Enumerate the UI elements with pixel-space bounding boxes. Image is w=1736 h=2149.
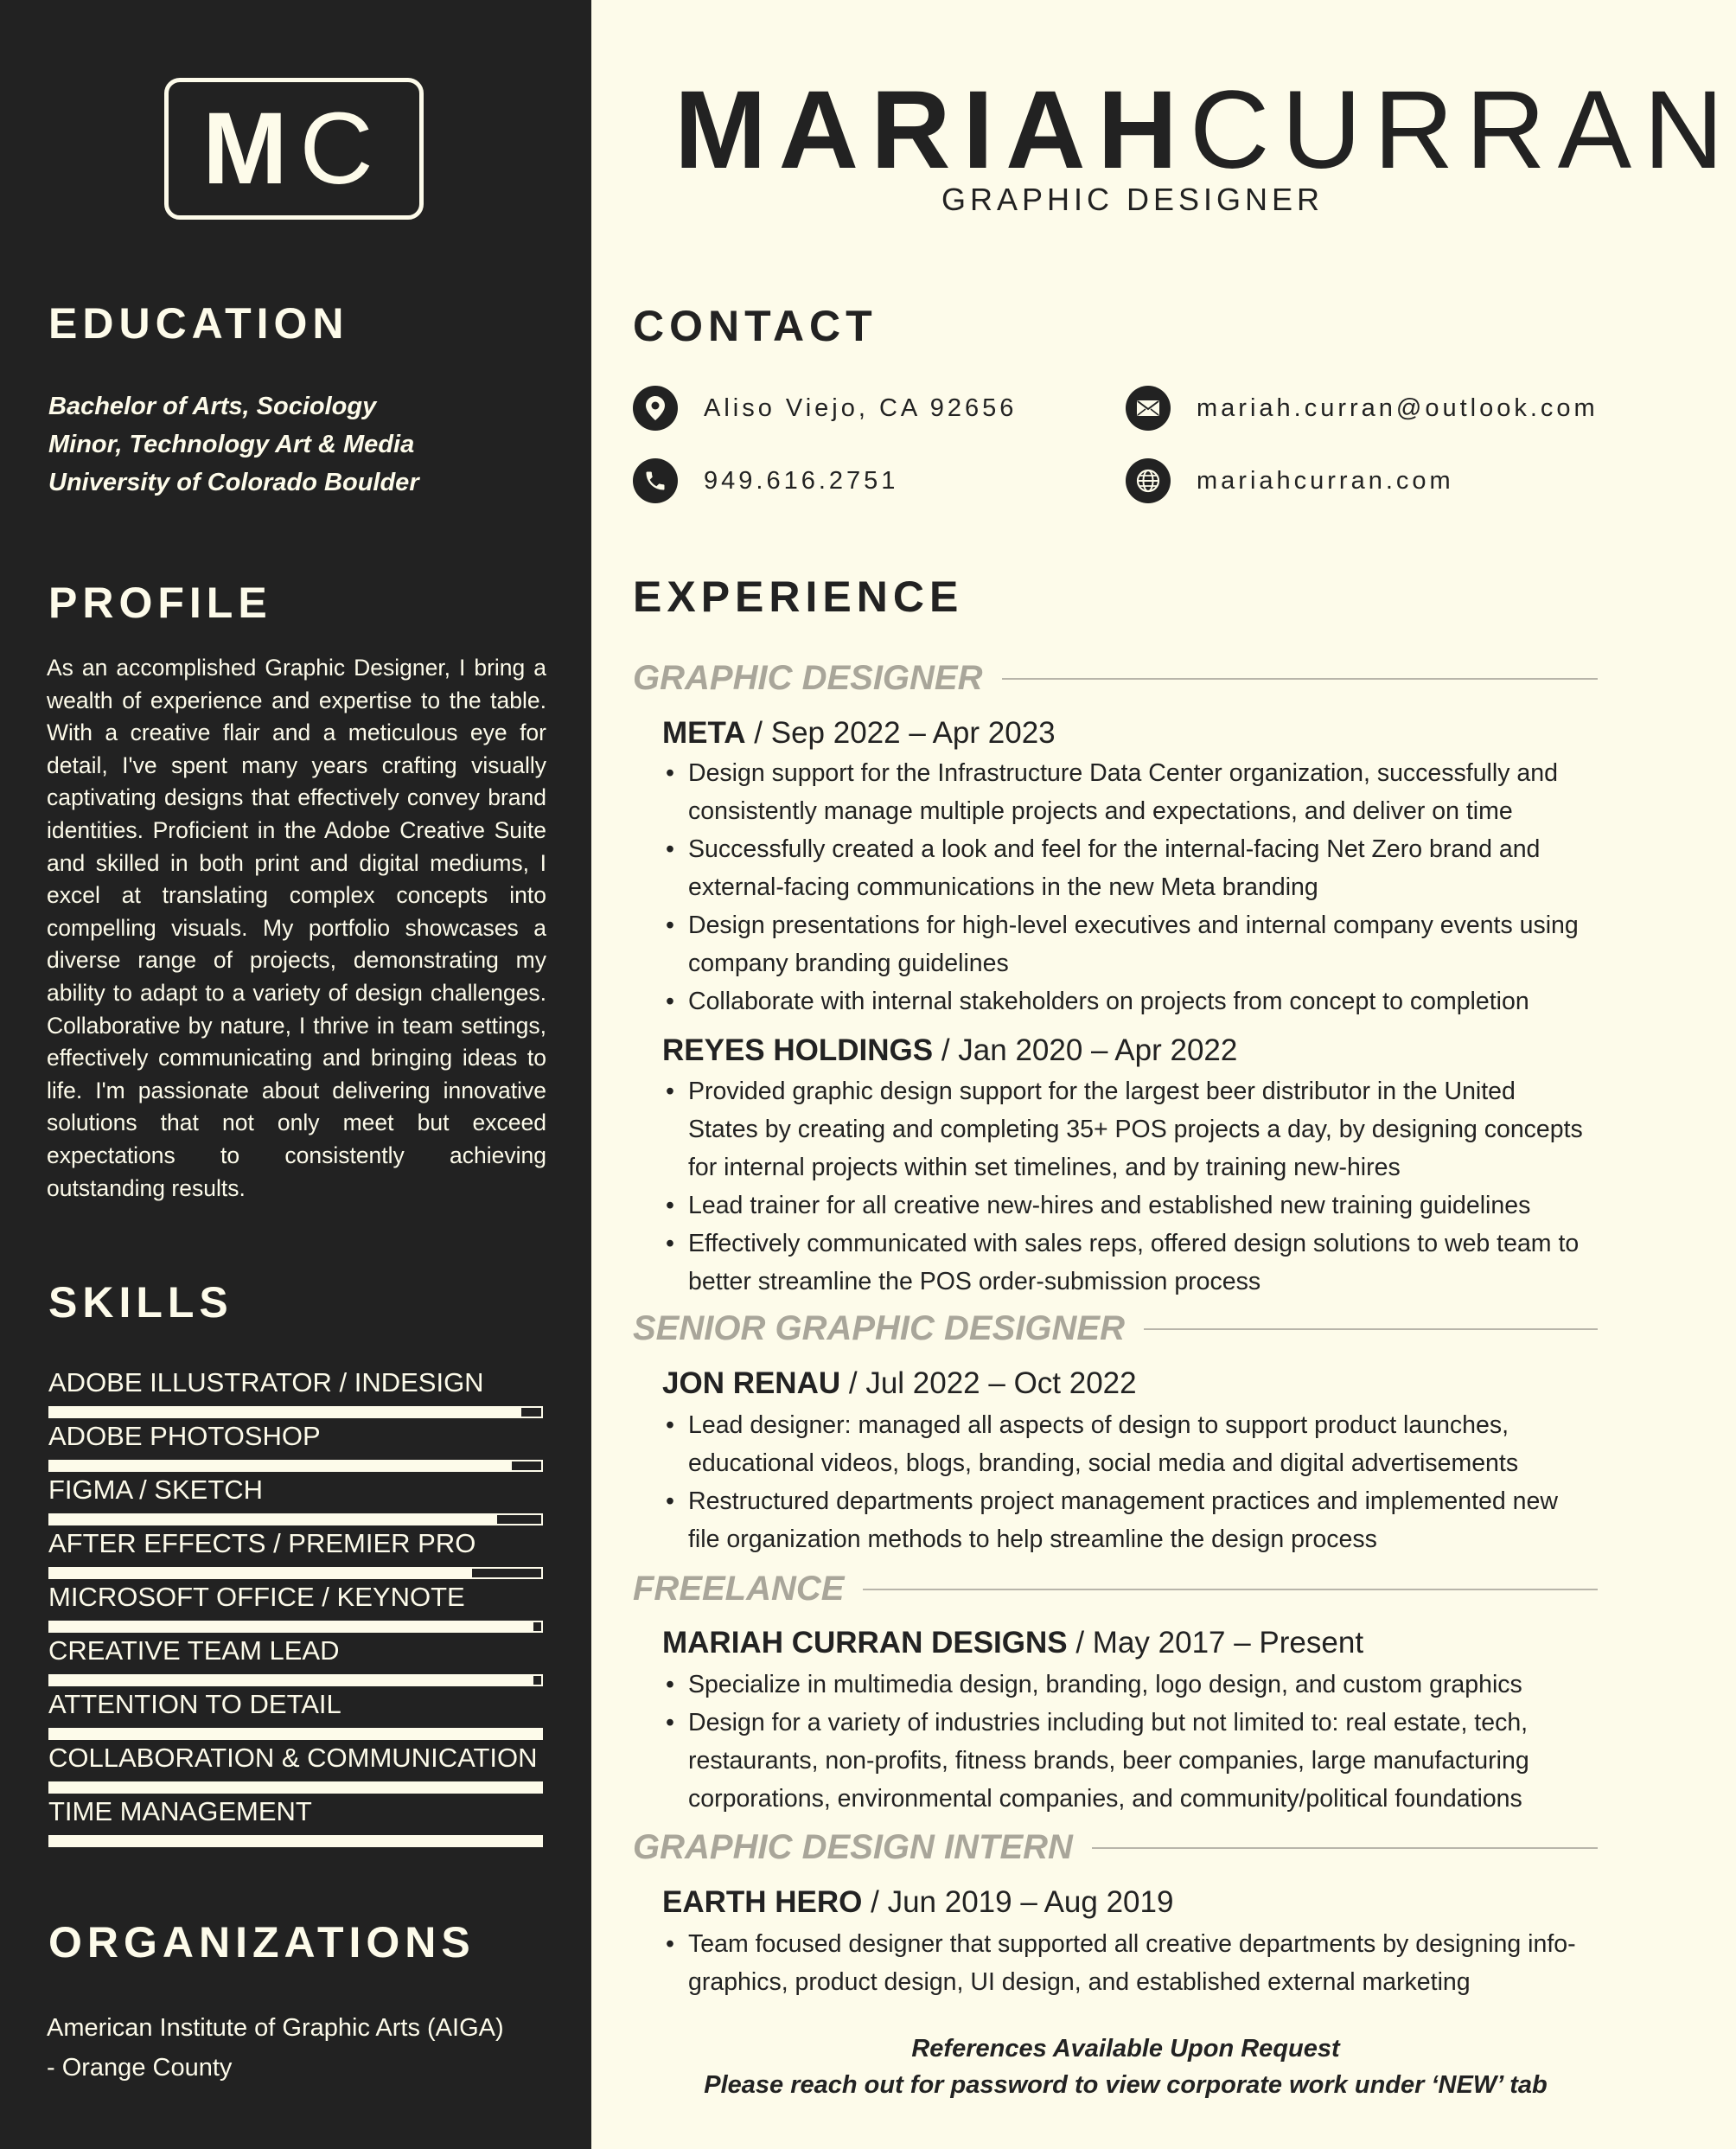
skill-label: AFTER EFFECTS / PREMIER PRO	[48, 1528, 476, 1558]
globe-icon	[1126, 458, 1171, 503]
contact-phone[interactable]	[633, 458, 898, 503]
contact-location	[633, 386, 1017, 431]
job-bullet: • Collaborate with internal stakeholders on projects from concept to completion	[662, 982, 1592, 1020]
role-header	[633, 1828, 1598, 1867]
job-bullet: • Lead trainer for all creative new-hires and established new training guidelines	[662, 1186, 1592, 1225]
location-text: Aliso Viejo, CA 92656	[704, 393, 1018, 422]
full-name	[674, 68, 1736, 192]
job-bullet: • Design support for the Infrastructure Data Center organization, successfully and consistently manage multiple projects and expectations, and deliver on time	[662, 754, 1592, 830]
profile-heading: PROFILE	[48, 579, 272, 627]
skill-label: CREATIVE TEAM LEAD	[48, 1635, 340, 1666]
role-divider	[1144, 1328, 1598, 1330]
job-bullets	[662, 1406, 1592, 1558]
skill-label: ADOBE PHOTOSHOP	[48, 1421, 321, 1451]
location-icon	[633, 386, 678, 431]
footer-note	[591, 2031, 1660, 2103]
monogram-logo	[164, 78, 424, 220]
job-dates: / Jun 2019 – Aug 2019	[871, 1885, 1174, 1919]
phone-icon	[633, 458, 678, 503]
monogram-first: M	[202, 92, 300, 206]
job-bullet: • Specialize in multimedia design, branding, logo design, and custom graphics	[662, 1666, 1592, 1704]
role-title: FREELANCE	[633, 1570, 845, 1608]
monogram-last: C	[299, 92, 386, 206]
organizations-list	[47, 2008, 504, 2088]
left-sidebar	[0, 0, 591, 2149]
contact-email[interactable]	[1126, 386, 1599, 431]
company-name: JON RENAU	[662, 1366, 841, 1400]
job-dates: / Jul 2022 – Oct 2022	[848, 1366, 1137, 1400]
email-icon	[1126, 386, 1171, 431]
skill-level-fill	[50, 1408, 521, 1417]
job-company	[662, 716, 1056, 751]
skill-item	[48, 1365, 543, 1418]
website-text: mariahcurran.com	[1197, 466, 1454, 495]
role-title: SENIOR GRAPHIC DESIGNER	[633, 1309, 1125, 1347]
skill-item	[48, 1686, 543, 1740]
skill-level-bar	[48, 1406, 543, 1418]
skill-item	[48, 1472, 543, 1525]
company-name: EARTH HERO	[662, 1885, 863, 1919]
role-title: GRAPHIC DESIGNER	[633, 659, 983, 697]
skill-label: TIME MANAGEMENT	[48, 1796, 312, 1826]
job-bullet: • Provided graphic design support for the largest beer distributor in the United States by creating and completing 35+ POS projects a day, by designing concepts for internal projects within set timelines, and by training new-hires	[662, 1072, 1592, 1186]
skill-label: ADOBE ILLUSTRATOR / INDESIGN	[48, 1367, 484, 1397]
job-company	[662, 1366, 1137, 1401]
role-header	[633, 1309, 1598, 1348]
email-text: mariah.curran@outlook.com	[1197, 393, 1599, 422]
profile-text: As an accomplished Graphic Designer, I bring a wealth of experience and expertise to the table. With a creative flair and a meticulous eye for detail, I've spent many years crafting visually captivating designs that effectively convey brand identities. Proficient in the Adobe Creative Suite and skilled in both print and digital mediums, I excel at translating complex concepts into compelling visuals. My portfolio showcases a diverse range of projects, demonstrating my ability to adapt to a variety of design challenges. Collaborative by nature, I thrive in team settings, effectively communicating and bringing ideas to life. I'm passionate about delivering innovative solutions that not only meet but exceed expectations to consistently achieving outstanding results.	[47, 655, 546, 1201]
skill-level-fill	[50, 1837, 541, 1845]
skill-label: MICROSOFT OFFICE / KEYNOTE	[48, 1582, 465, 1612]
skill-level-fill	[50, 1622, 533, 1631]
job-bullet: • Design presentations for high-level executives and internal company events using company branding guidelines	[662, 906, 1592, 982]
job-company	[662, 1033, 1237, 1068]
main-content	[591, 0, 1736, 2149]
contact-website[interactable]	[1126, 458, 1454, 503]
company-name: REYES HOLDINGS	[662, 1033, 934, 1067]
role-divider	[1002, 678, 1599, 680]
job-bullet: • Successfully created a look and feel for the internal-facing Net Zero brand and external-facing communications in the new Meta branding	[662, 830, 1592, 906]
education-details	[48, 387, 419, 502]
skill-level-bar	[48, 1674, 543, 1686]
last-name: CURRAN	[1189, 68, 1736, 192]
skill-level-bar	[48, 1781, 543, 1794]
skill-level-bar	[48, 1621, 543, 1633]
education-heading: EDUCATION	[48, 299, 349, 348]
skill-level-fill	[50, 1730, 541, 1738]
skill-item	[48, 1794, 543, 1847]
job-bullet: • Team focused designer that supported all creative departments by designing info-graphics, product design, UI design, and established external marketing	[662, 1925, 1592, 2001]
company-name: MARIAH CURRAN DESIGNS	[662, 1626, 1068, 1660]
skill-level-fill	[50, 1676, 533, 1685]
skill-level-fill	[50, 1783, 541, 1792]
skill-level-fill	[50, 1461, 512, 1470]
skill-item	[48, 1633, 543, 1686]
organization-name: American Institute of Graphic Arts (AIGA)	[47, 2014, 504, 2042]
contact-heading: CONTACT	[633, 302, 878, 350]
role-header	[633, 1570, 1598, 1609]
job-company	[662, 1626, 1363, 1660]
role-divider	[1092, 1847, 1598, 1849]
skill-label: FIGMA / SKETCH	[48, 1474, 264, 1505]
experience-heading: EXPERIENCE	[633, 572, 964, 621]
education-school: University of Colorado Boulder	[48, 469, 419, 496]
role-title: GRAPHIC DESIGN INTERN	[633, 1828, 1073, 1866]
company-name: META	[662, 716, 746, 750]
education-minor: Minor, Technology Art & Media	[48, 431, 415, 458]
skill-level-bar	[48, 1513, 543, 1525]
job-bullets	[662, 1925, 1592, 2001]
skill-level-fill	[50, 1569, 472, 1577]
skill-item	[48, 1418, 543, 1472]
job-bullet: • Effectively communicated with sales reps, offered design solutions to web team to better streamline the POS order-submission process	[662, 1225, 1592, 1301]
skill-level-bar	[48, 1835, 543, 1847]
job-bullets	[662, 1072, 1592, 1301]
password-note: Please reach out for password to view corporate work under ‘NEW’ tab	[704, 2071, 1548, 2099]
skills-heading: SKILLS	[48, 1278, 233, 1327]
skills-list	[48, 1365, 543, 1847]
references-note: References Available Upon Request	[911, 2035, 1340, 2063]
job-dates: / May 2017 – Present	[1075, 1626, 1364, 1660]
skill-item	[48, 1579, 543, 1633]
job-dates: / Sep 2022 – Apr 2023	[754, 716, 1056, 750]
job-bullet: • Restructured departments project management practices and implemented new file organization methods to help streamline the design process	[662, 1482, 1592, 1558]
skill-level-bar	[48, 1567, 543, 1579]
phone-text: 949.616.2751	[704, 466, 899, 495]
job-company	[662, 1885, 1173, 1920]
role-divider	[863, 1589, 1598, 1590]
organization-chapter: - Orange County	[47, 2054, 233, 2082]
skill-label: COLLABORATION & COMMUNICATION	[48, 1743, 538, 1773]
job-title: GRAPHIC DESIGNER	[941, 182, 1324, 217]
job-bullets	[662, 754, 1592, 1020]
skill-level-fill	[50, 1515, 497, 1524]
first-name: MARIAH	[674, 68, 1190, 192]
education-degree: Bachelor of Arts, Sociology	[48, 393, 377, 420]
job-bullet: • Lead designer: managed all aspects of design to support product launches, educational videos, blogs, branding, social media and digital advertisements	[662, 1406, 1592, 1482]
job-dates: / Jan 2020 – Apr 2022	[941, 1033, 1238, 1067]
skill-label: ATTENTION TO DETAIL	[48, 1689, 341, 1719]
organizations-heading: ORGANIZATIONS	[48, 1918, 475, 1967]
job-bullets	[662, 1666, 1592, 1818]
skill-level-bar	[48, 1460, 543, 1472]
job-bullet: • Design for a variety of industries including but not limited to: real estate, tech, restaurants, non-profits, fitness brands, beer companies, large manufacturing corporations, environmental companies, and community/political foundations	[662, 1704, 1592, 1818]
skill-level-bar	[48, 1728, 543, 1740]
skill-item	[48, 1525, 543, 1579]
skill-item	[48, 1740, 543, 1794]
role-header	[633, 659, 1598, 698]
